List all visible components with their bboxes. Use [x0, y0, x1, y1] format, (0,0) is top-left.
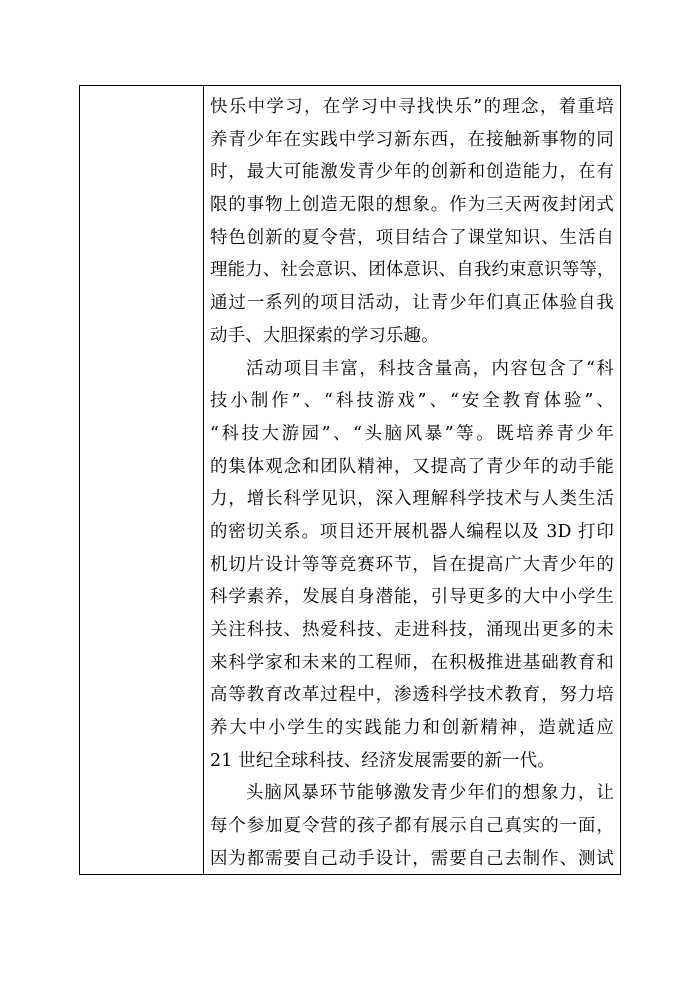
paragraph-2-line-11: 高等教育改革过程中，渗透科学技术教育，努力培 — [210, 685, 614, 706]
paragraph-2-line-2: 技小制作”、“科技游戏”、“安全教育体验”、 — [210, 391, 614, 412]
paragraph-2-line-7: 机切片设计等等竞赛环节，旨在提高广大青少年的 — [210, 554, 614, 575]
paragraph-1-line-4: 限的事物上创造无限的想象。作为三天两夜封闭式 — [210, 195, 614, 216]
paragraph-2-line-3: “科技大游园”、“头脑风暴”等。既培养青少年 — [210, 423, 614, 444]
table-right-cell — [204, 86, 620, 874]
paragraph-1-line-3: 时，最大可能激发青少年的创新和创造能力，在有 — [210, 162, 614, 183]
paragraph-1-line-8: 动手、大胆探索的学习乐趣。 — [210, 325, 439, 346]
paragraph-2-line-8: 科学素养，发展自身潜能，引导更多的大中小学生 — [210, 587, 614, 608]
paragraph-1-line-6: 理能力、社会意识、团体意识、自我约束意识等等， — [210, 260, 615, 281]
paragraph-1-line-7: 通过一系列的项目活动，让青少年们真正体验自我 — [210, 293, 614, 314]
paragraph-2-line-13: 21 世纪全球科技、经济发展需要的新一代。 — [210, 750, 555, 771]
paragraph-2-line-10: 来科学家和未来的工程师，在积极推进基础教育和 — [210, 652, 614, 673]
paragraph-2-line-4: 的集体观念和团队精神，又提高了青少年的动手能 — [210, 456, 614, 477]
paragraph-2-line-12: 养大中小学生的实践能力和创新精神，造就适应 — [210, 718, 614, 739]
paragraph-2-line-6: 的密切关系。项目还开展机器人编程以及 3D 打印 — [210, 521, 614, 542]
paragraph-2-line-1: 活动项目丰富，科技含量高，内容包含了“科 — [246, 358, 614, 379]
paragraph-2-line-9: 关注科技、热爱科技、走进科技，涌现出更多的未 — [210, 620, 614, 640]
paragraph-1-line-2: 养青少年在实践中学习新东西，在接触新事物的同 — [210, 129, 614, 150]
paragraph-3-line-1: 头脑风暴环节能够激发青少年们的想象力，让 — [246, 783, 614, 804]
paragraph-2-line-5: 力，增长科学见识，深入理解科学技术与人类生活 — [210, 489, 614, 510]
paragraph-3-line-3: 因为都需要自己动手设计，需要自己去制作、测试 — [210, 848, 614, 869]
paragraph-1-line-1: 快乐中学习，在学习中寻找快乐”的理念，着重培 — [210, 97, 614, 117]
paragraph-1-line-5: 特色创新的夏令营，项目结合了课堂知识、生活自 — [210, 227, 614, 248]
paragraph-3-line-2: 每个参加夏令营的孩子都有展示自己真实的一面， — [210, 816, 614, 837]
content-table — [79, 85, 621, 875]
table-left-cell — [80, 86, 204, 874]
